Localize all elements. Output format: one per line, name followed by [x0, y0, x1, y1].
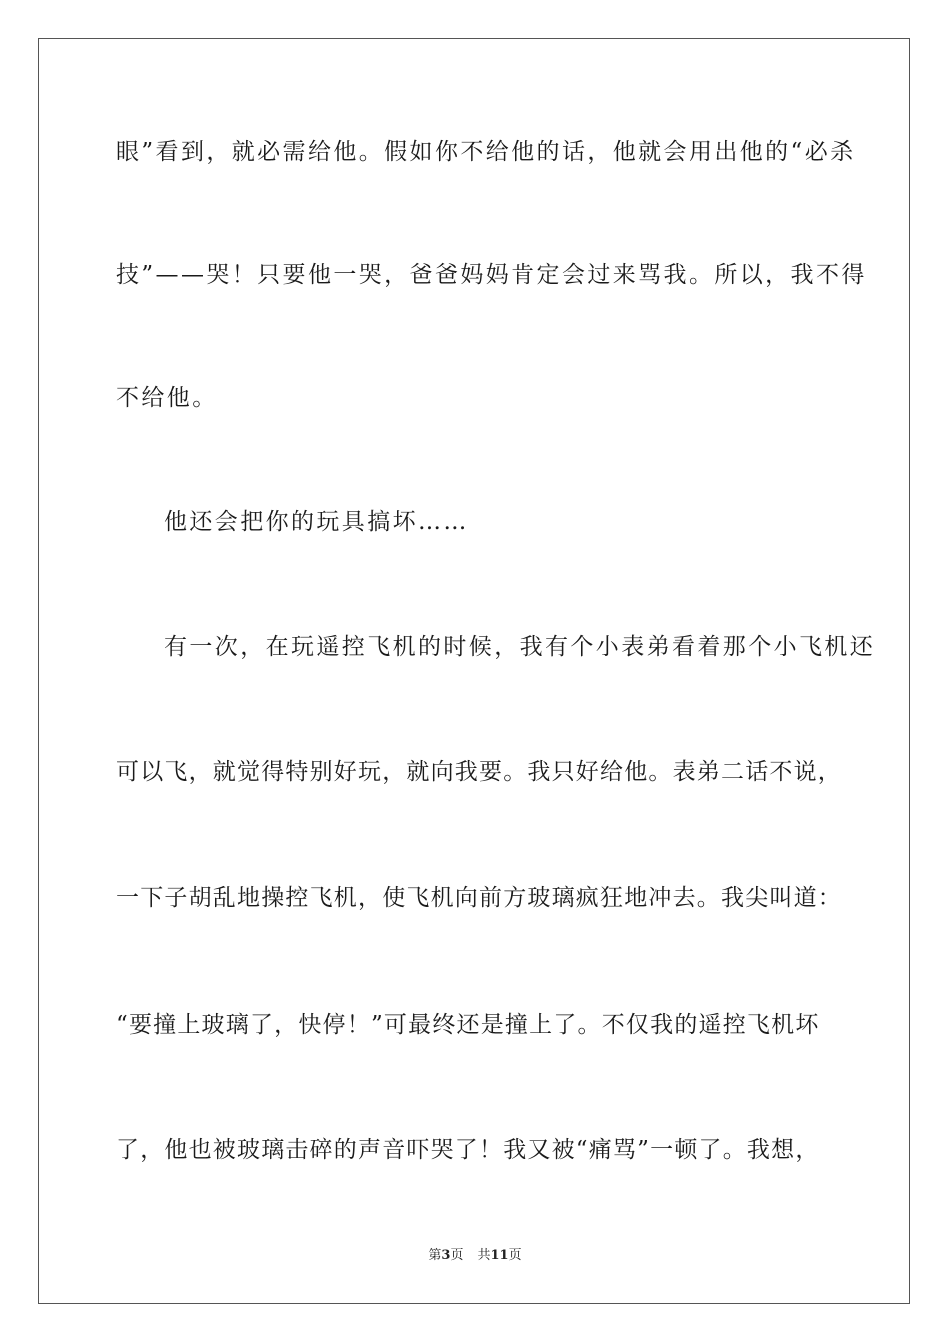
text-line-4: 他还会把你的玩具搞坏……: [164, 509, 469, 535]
page-prefix: 第: [428, 1248, 442, 1263]
text-line-8: “要撞上玻璃了，快停！”可最终还是撞上了。不仅我的遥控飞机坏: [116, 1012, 820, 1038]
text-line-2: 技”——哭！只要他一哭，爸爸妈妈肯定会过来骂我。所以，我不得: [116, 262, 867, 288]
text-line-7: 一下子胡乱地操控飞机，使飞机向前方玻璃疯狂地冲去。我尖叫道：: [116, 885, 842, 911]
page-current: 3: [441, 1248, 451, 1263]
page-border: [38, 38, 910, 1304]
page-total: 11: [490, 1248, 509, 1263]
text-line-6: 可以飞，就觉得特别好玩，就向我要。我只好给他。表弟二话不说，: [116, 759, 842, 785]
text-line-3: 不给他。: [116, 385, 218, 411]
text-line-9: 了，他也被玻璃击碎的声音吓哭了！我又被“痛骂”一顿了。我想，: [116, 1137, 820, 1163]
text-line-5: 有一次，在玩遥控飞机的时候，我有个小表弟看着那个小飞机还: [164, 634, 876, 660]
total-prefix: 共: [477, 1248, 491, 1263]
page-suffix: 页: [450, 1248, 464, 1263]
page-footer: [0, 1246, 950, 1266]
text-line-1: 眼”看到，就必需给他。假如你不给他的话，他就会用出他的“必杀: [116, 139, 856, 165]
total-suffix: 页: [508, 1248, 522, 1263]
